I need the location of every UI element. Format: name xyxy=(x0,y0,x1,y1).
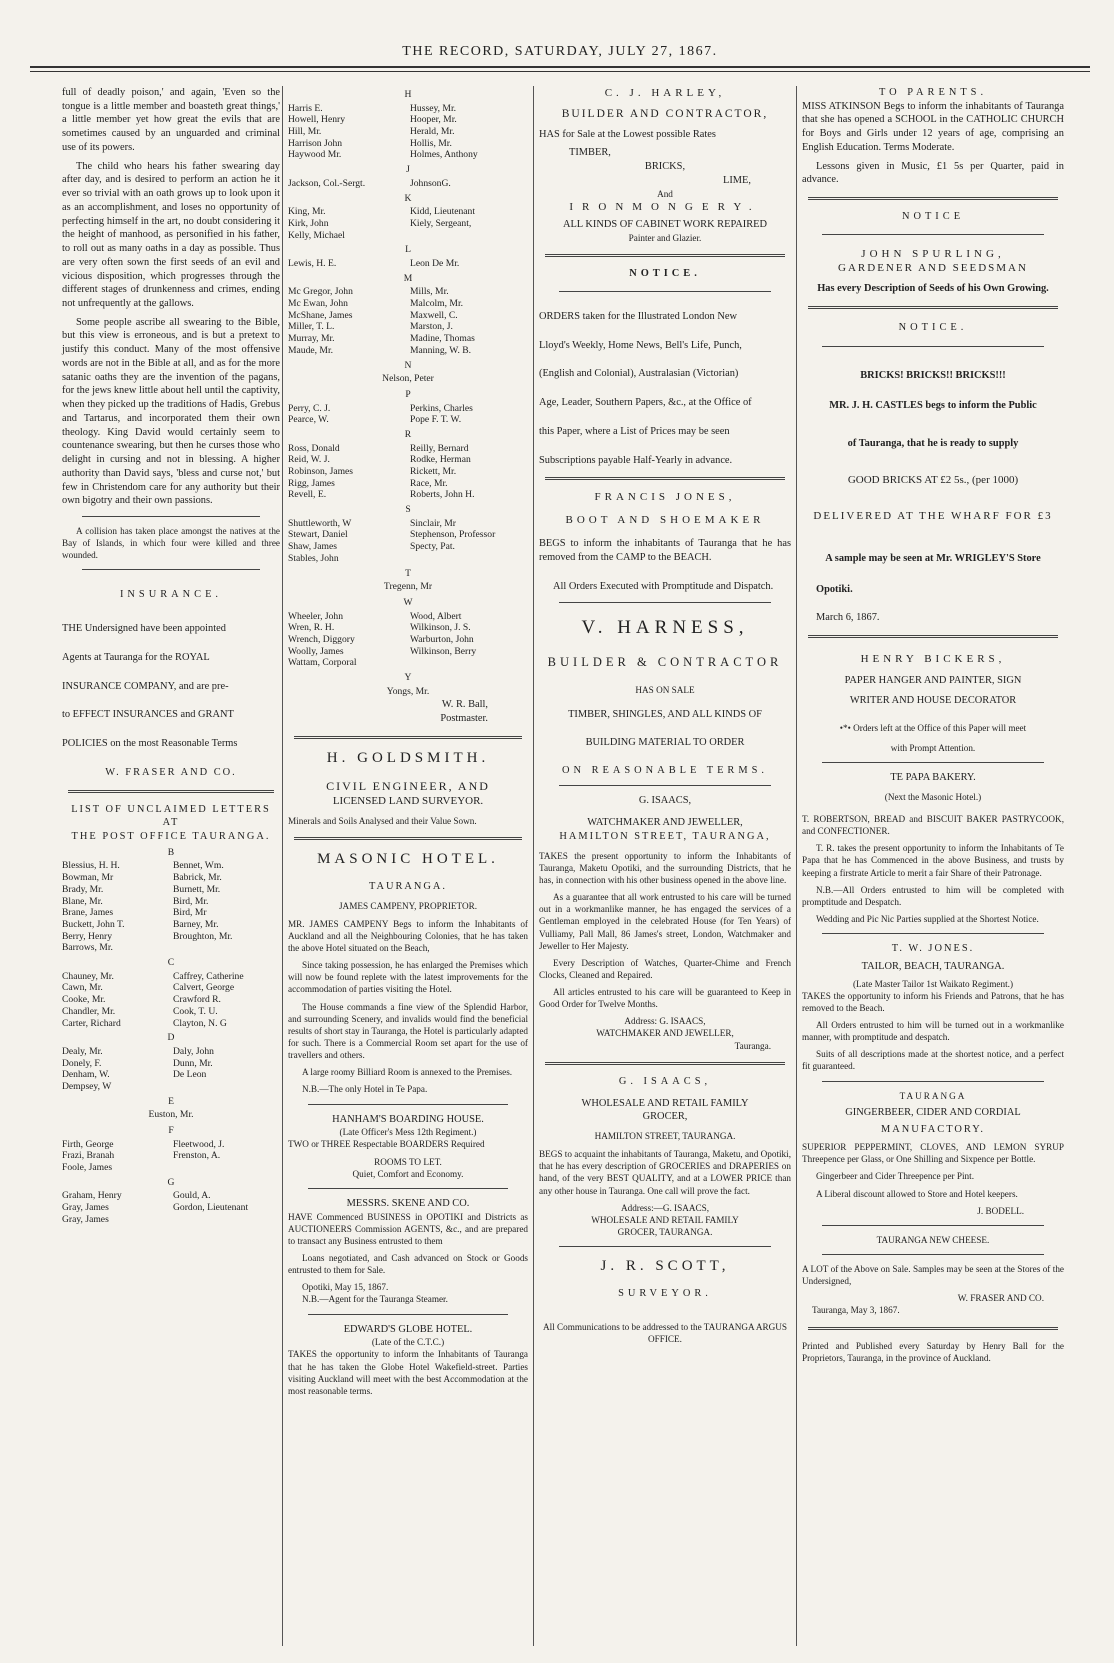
divider xyxy=(68,790,274,793)
divider xyxy=(822,1254,1044,1255)
masthead-rule xyxy=(30,66,1090,68)
article-paragraph: full of deadly poison,' and again, 'Even so the tongue is a little member and boasteth great things,' a little member yet how great the evils that are sometimes caused by an unguarded and criminal use of its powers. xyxy=(62,87,280,153)
skene-heading: MESSRS. SKENE AND CO. xyxy=(346,1197,470,1209)
gingerbeer-paragraph: A Liberal discount allowed to Store and Hotel keepers. xyxy=(816,1188,1018,1199)
skene-paragraph: Loans negotiated, and Cash advanced on Stock or Goods entrusted to them for Sale. xyxy=(288,1253,528,1276)
letters-names: Shuttleworth, W Stewart, Daniel Shaw, James Stables, John xyxy=(288,517,352,564)
masonic-paragraph: MR. JAMES CAMPENY Begs to inform the Inhabitants of Auckland and all the Neighbouring Colonies, that he has taken the above Hotel situated on the Beach, xyxy=(288,918,528,954)
masonic-place: TAURANGA. xyxy=(368,880,448,892)
letters-names: Jackson, Col.-Sergt. xyxy=(288,177,366,189)
letters-list-g xyxy=(62,1190,280,1225)
column-4 xyxy=(802,86,1064,1369)
isaacs-subheading: WATCHMAKER AND JEWELLER, xyxy=(587,817,743,829)
divider xyxy=(559,602,771,603)
letters-list-w xyxy=(288,611,528,670)
skene-date: Opotiki, May 15, 1867. xyxy=(302,1282,389,1293)
gingerbeer-subheading: MANUFACTORY. xyxy=(881,1124,985,1136)
divider xyxy=(559,1246,771,1247)
jones-heading: FRANCIS JONES, xyxy=(594,491,736,504)
letters-names: Yongs, Mr. xyxy=(386,685,430,697)
letters-list-j xyxy=(288,178,528,190)
letters-names: Tregenn, Mr xyxy=(383,581,433,593)
masonic-paragraph: A large roomy Billiard Room is annexed to the Premises. xyxy=(302,1067,513,1078)
globe-heading: EDWARD'S GLOBE HOTEL. xyxy=(343,1323,473,1335)
letters-names: JohnsonG. xyxy=(410,177,451,189)
isaacs-grocer-paragraph: BEGS to acquaint the inhabitants of Tauranga, Maketu, and Opotiki, that he has every description of GROCERIES and DRAPERIES on hand, of the very BEST QUALITY, and at a LOWER PRICE than any other house in Tauranga. One call will prove the fact. xyxy=(539,1149,791,1196)
divider xyxy=(822,933,1044,934)
harley-item: BRICKS, xyxy=(644,161,686,173)
letters-names: Graham, Henry Gray, James Gray, James xyxy=(62,1190,122,1225)
masonic-note: N.B.—The only Hotel in Te Papa. xyxy=(302,1084,428,1095)
harness-text: HAS ON SALE xyxy=(635,685,695,696)
letters-names: Lewis, H. E. xyxy=(288,257,337,269)
divider xyxy=(822,1081,1044,1082)
harness-text: TIMBER, SHINGLES, AND ALL KINDS OF xyxy=(568,709,762,721)
divider xyxy=(822,346,1044,347)
notice-heading: NOTICE. xyxy=(629,268,701,280)
isaacs-grocer-address: WHOLESALE AND RETAIL FAMILY xyxy=(591,1214,739,1225)
bricks-text: of Tauranga, that he is ready to supply xyxy=(847,437,1019,449)
insurance-text: POLICIES on the most Reasonable Terms xyxy=(62,738,238,750)
jones-paragraph: All Orders Executed with Promptitude and Dispatch. xyxy=(553,580,774,592)
isaacs-paragraph: Every Description of Watches, Quarter-Chime and French Clocks, Cleaned and Repaired. xyxy=(539,957,791,980)
masthead: THE RECORD, SATURDAY, JULY 27, 1867. xyxy=(402,44,718,59)
divider xyxy=(559,291,771,292)
letters-names: Hussey, Mr. Hooper, Mr. Herald, Mr. Hollis, Mr. Holmes, Anthony xyxy=(410,102,478,161)
column-divider xyxy=(796,86,797,1646)
article-paragraph: The child who hears his father swearing day after day, and is desired to perform an action he it ever so trivial with an oath grows up to look upon it as an accomplishment, and loses no opportunity of perfecting himself in the art, no doubt considering it the height of manhood, as personified in his father, to roll out as many oaths in a day as possible. Thus are very often sown the first seeds of an evil and vicious disposition, which progresses through the different stages of drunkenness and crimes, ending not unfrequently at the gallows. xyxy=(62,160,280,310)
masthead-rule-thin xyxy=(30,71,1090,72)
letters-list-r xyxy=(288,443,528,502)
tailor-paragraph: TAKES the opportunity to inform his Friends and Patrons, that he has removed to the Beach. xyxy=(802,990,1064,1013)
letters-list-l xyxy=(288,258,528,270)
harness-heading: V. HARNESS, xyxy=(581,616,749,638)
masonic-proprietor: JAMES CAMPENY, PROPRIETOR. xyxy=(338,900,478,911)
isaacs-address: Address: G. ISAACS, xyxy=(624,1016,706,1027)
skene-note: N.B.—Agent for the Tauranga Steamer. xyxy=(302,1294,448,1305)
letters-names: Chauney, Mr. Cawn, Mr. Cooke, Mr. Chandler, Mr. Carter, Richard xyxy=(62,970,121,1029)
harness-subheading: BUILDER & CONTRACTOR xyxy=(547,654,783,669)
imprint: Printed and Published every Saturday by Henry Ball for the Proprietors, Tauranga, in the province of Auckland. xyxy=(802,1340,1064,1363)
tailor-paragraph: Suits of all descriptions made at the shortest notice, and a perfect fit guaranteed. xyxy=(802,1049,1064,1072)
bickers-text: •*• Orders left at the Office of this Paper will meet xyxy=(839,722,1027,733)
divider xyxy=(545,1062,785,1065)
masonic-paragraph: Since taking possession, he has enlarged the Premises which will now be found replete with the latest improvements for the accommodation of parties visiting the Hotel. xyxy=(288,960,528,995)
bricks-text: MR. J. H. CASTLES begs to inform the Public xyxy=(829,400,1037,412)
letters-names: Gould, A. Gordon, Lieutenant xyxy=(173,1190,249,1214)
divider xyxy=(559,785,771,786)
isaacs-grocer-heading: G. ISAACS, xyxy=(618,1075,712,1087)
tailor-subheading: TAILOR, BEACH, TAURANGA. xyxy=(861,960,1005,972)
hanham-text: ROOMS TO LET. xyxy=(374,1156,442,1167)
harley-item: ALL KINDS OF CABINET WORK REPAIRED xyxy=(562,219,768,231)
insurance-text: INSURANCE COMPANY, and are pre- xyxy=(62,680,229,692)
bickers-subheading: PAPER HANGER AND PAINTER, SIGN xyxy=(844,675,1022,687)
bricks-text: GOOD BRICKS AT £2 5s., (per 1000) xyxy=(847,473,1019,486)
letters-names: Caffrey, Catherine Calvert, George Crawford R. Cook, T. U. Clayton, N. G xyxy=(173,970,244,1029)
letters-names: Nelson, Peter xyxy=(382,373,434,385)
divider xyxy=(82,516,260,517)
isaacs-grocer-address: GROCER, TAURANGA. xyxy=(617,1226,713,1237)
hanham-heading: HANHAM'S BOARDING HOUSE. xyxy=(332,1113,484,1125)
divider xyxy=(545,254,785,257)
postmaster-title: Postmaster. xyxy=(440,713,488,725)
gingerbeer-subheading: GINGERBEER, CIDER AND CORDIAL xyxy=(845,1106,1021,1118)
harness-text: BUILDING MATERIAL TO ORDER xyxy=(585,736,745,748)
letters-heading: THE POST OFFICE TAURANGA. xyxy=(71,831,271,843)
scott-subheading: SURVEYOR. xyxy=(618,1287,712,1299)
isaacs-paragraph: As a guarantee that all work entrusted to his care will be turned out in a workmanlike manner, he has engaged the services of a Gentleman employed in the celebrated House (for Ten Years) of Vulliamy, Pall Mall, 86 James's street, London, Watchmaker and Jeweller to Her Majesty. xyxy=(539,892,791,951)
bricks-heading: BRICKS! BRICKS!! BRICKS!!! xyxy=(860,370,1006,382)
notice-text: (English and Colonial), Australasian (Victorian) xyxy=(539,368,739,380)
jones-subheading: BOOT AND SHOEMAKER xyxy=(565,513,765,526)
harley-item: LIME, xyxy=(723,174,751,186)
hanham-subheading: (Late Officer's Mess 12th Regiment.) xyxy=(339,1127,477,1138)
letters-names: Mc Gregor, John Mc Ewan, John McShane, James Miller, T. L. Murray, Mr. Maude, Mr. xyxy=(288,286,353,356)
letters-list-d xyxy=(62,1046,280,1093)
tailor-paragraph: All Orders entrusted to him will be turned out in a workmanlike manner, with promptitude and despatch. xyxy=(802,1019,1064,1043)
skene-paragraph: HAVE Commenced BUSINESS in OPOTIKI and Districts as AUCTIONEERS Commission AGENTS, &c., and are prepared to transact any Business entrusted to them xyxy=(288,1211,528,1246)
goldsmith-title: LICENSED LAND SURVEYOR. xyxy=(332,795,484,808)
column-divider xyxy=(282,86,283,1646)
letters-names: Fleetwood, J. Frenston, A. xyxy=(173,1138,225,1162)
isaacs-grocer-subheading: WHOLESALE AND RETAIL FAMILY xyxy=(581,1097,749,1109)
isaacs-grocer-address: Address:—G. ISAACS, xyxy=(620,1202,710,1213)
goldsmith-heading: H. GOLDSMITH. xyxy=(326,749,490,766)
isaacs-subheading: HAMILTON STREET, TAURANGA, xyxy=(559,830,771,842)
letters-names: Reilly, Bernard Rodke, Herman Rickett, Mr. Race, Mr. Roberts, John H. xyxy=(410,442,475,501)
divider xyxy=(808,306,1058,309)
letters-names: Perkins, Charles Pope F. T. W. xyxy=(410,402,473,426)
cheese-signature: W. FRASER AND CO. xyxy=(957,1293,1044,1304)
letters-names: Leon De Mr. xyxy=(410,257,460,269)
notice-text: Age, Leader, Southern Papers, &c., at the Office of xyxy=(539,397,752,409)
bickers-subheading: WRITER AND HOUSE DECORATOR xyxy=(849,695,1017,707)
bricks-date: March 6, 1867. xyxy=(816,612,880,624)
letters-names: Wheeler, John Wren, R. H. Wrench, Diggory Woolly, James Wattam, Corporal xyxy=(288,610,357,669)
notice-text: Subscriptions payable Half-Yearly in advance. xyxy=(539,454,733,466)
scott-text: All Communications to be addressed to the TAURANGA ARGUS OFFICE. xyxy=(542,1321,788,1344)
insurance-text: to EFFECT INSURANCES and GRANT xyxy=(62,709,234,721)
harley-item: TIMBER, xyxy=(569,147,611,159)
insurance-heading: INSURANCE. xyxy=(119,589,223,601)
letters-list-c xyxy=(62,971,280,1030)
bricks-text: Opotiki. xyxy=(816,584,853,596)
isaacs-grocer-subheading: HAMILTON STREET, TAURANGA. xyxy=(594,1130,736,1141)
letters-list-f xyxy=(62,1139,280,1174)
harley-item: And xyxy=(657,188,673,199)
divider xyxy=(294,736,522,739)
harley-text: HAS for Sale at the Lowest possible Rates xyxy=(539,128,716,140)
letters-names: Kidd, Lieutenant Kiely, Sergeant, xyxy=(410,206,476,229)
spurling-subheading: GARDENER AND SEEDSMAN xyxy=(838,262,1028,275)
parents-heading: TO PARENTS. xyxy=(878,87,988,98)
spurling-heading: JOHN SPURLING, xyxy=(861,247,1005,260)
letters-list-m xyxy=(288,286,528,356)
notice-text: ORDERS taken for the Illustrated London New xyxy=(539,310,737,322)
letters-names: Daly, John Dunn, Mr. De Leon xyxy=(173,1045,214,1081)
harness-text: ON REASONABLE TERMS. xyxy=(562,764,768,776)
gingerbeer-paragraph: SUPERIOR PEPPERMINT, CLOVES, AND LEMON SYRUP Threepence per Glass, or One Shilling and Sixpence per Bottle. xyxy=(802,1142,1064,1165)
divider xyxy=(822,234,1044,235)
masonic-paragraph: The House commands a fine view of the Splendid Harbor, and surrounding Scenery, and invalids would find the beneficial results of short stay in Tauranga, the Hotel is particularly adapted for such. There is a Commercial Room set apart for the use of travellers and others. xyxy=(288,1001,528,1061)
spurling-text: Has every Description of Seeds of his Own Growing. xyxy=(817,282,1049,294)
letters-names: Dealy, Mr. Donely, F. Denham, W. Dempsey, W xyxy=(62,1045,112,1093)
bakery-paragraph: T. ROBERTSON, BREAD and BISCUIT BAKER PASTRYCOOK, and CONFECTIONER. xyxy=(802,813,1064,837)
letters-names: Ross, Donald Reid, W. J. Robinson, James Rigg, James Revell, E. xyxy=(288,442,354,501)
notice-heading: NOTICE. xyxy=(898,321,968,333)
column-1: full of deadly poison,' and again, 'Even so the tongue is a little member and boasteth great things,' a little member yet how great the evils that are sometimes caused by an unguarded and criminal use of its powers. The child who hears his father swearing day after day, and is desired to perform an action he it ever so trivial with an oath grows up to look upon it as an accomplishment, and loses no opportunity of perfecting himself in the art, no doubt considering it the height of manhood, as personified in his father, to roll out as many oaths in a day as possible. Thus are very often sown the first seeds of an evil and vicious disposition, which progresses through the different stages of drunkenness and crimes, ending not unfrequently at the gallows. Some people ascribe all swearing to the Bible, but this view is erroneous, and is but a pretext to justify this conduct. Many of the most offensive words are not in the Bible at all, and as for the more satanic oaths they are the invention of the pagans, for the jews knew little about hell until the captivity, when they picked up the traditions of Hadis, Grebus and Tartarus, and incorporated them their own theology. King David would certainly seem to countenance swearing, but then he curses those who delight in cursing and not in blessing. A higher authority than David says, 'bless and curse not,' but few in Christendom care for any authority but their own bigotry and their own passions. A collision has taken place amongst the natives at the Bay of Islands, in which four were killed and three wounded. INSURANCE. THE Undersigned have been appointed Agents at Tauranga for the ROYAL INSURANCE COMPANY, and are pre- to EFFECT INSURANCES and GRANT POLICIES on the most Reasonable Terms W. FRASER AND CO. LIST OF UNCLAIMED LETTERS AT THE POST OFFICE TAURANGA. B Blessius, H. H. Bowman, Mr Brady, Mr. Blane, Mr. Brane, James Buckett, John T. Berry, Henry Barrows, Mr. Bennet, Wm. Babrick, Mr. Burnett, Mr. Bird, Mr. Bird, Mr Barney, Mr. Broughton, Mr. C Chauney, Mr. Cawn, Mr. Cooke, Mr. Chandler, Mr. Carter, Richard Caffrey, Catherine Calvert, George Crawford R. Cook, T. U. Clayton, N. G D Dealy, Mr. Donely, F. Denham, W. Dempsey, W Daly, John Dunn, Mr. De Leon E Euston, Mr. F Firth, George Frazi, Branah Foole, James Fleetwood, J. Frenston, A. G Graham, Henry Gray, James Gray, James Gould, A. Gordon, Lieutenant xyxy=(62,87,280,1225)
bickers-text: with Prompt Attention. xyxy=(890,742,976,753)
isaacs-address: Tauranga. xyxy=(734,1040,771,1051)
isaacs-paragraph: All articles entrusted to his care will be guaranteed to Keep in Good Order for Twelve Months. xyxy=(539,987,791,1010)
parents-paragraph: MISS ATKINSON Begs to inform the inhabitants of Tauranga that she has opened a SCHOOL in the CATHOLIC CHURCH for Boys and Girls under 12 years of age, comprising an English Education. Terms Moderate. xyxy=(802,100,1064,153)
news-item: A collision has taken place amongst the natives at the Bay of Islands, in which four were killed and three wounded. xyxy=(62,526,280,561)
divider xyxy=(294,837,522,840)
parents-paragraph: Lessons given in Music, £1 5s per Quarter, paid in advance. xyxy=(802,160,1064,186)
cheese-paragraph: A LOT of the Above on Sale. Samples may be seen at the Stores of the Undersigned, xyxy=(802,1263,1064,1287)
tailor-subheading: (Late Master Tailor 1st Waikato Regiment.) xyxy=(852,978,1014,989)
gingerbeer-paragraph: Gingerbeer and Cider Threepence per Pint. xyxy=(816,1171,974,1182)
letters-names: Perry, C. J. Pearce, W. xyxy=(288,402,331,426)
letters-list-k xyxy=(288,206,528,241)
bricks-text: A sample may be seen at Mr. WRIGLEY'S Store xyxy=(825,552,1041,564)
bakery-paragraph: N.B.—All Orders entrusted to him will be completed with promptitude and Despatch. xyxy=(802,884,1064,907)
letters-names: Wood, Albert Wilkinson, J. S. Warburton, John Wilkinson, Berry xyxy=(410,610,477,657)
hanham-text: TWO or THREE Respectable BOARDERS Required xyxy=(288,1139,485,1150)
isaacs-heading: G. ISAACS, xyxy=(638,795,692,807)
column-2: H Harris E. Howell, Henry Hill, Mr. Harrison John Haywood Mr. Hussey, Mr. Hooper, Mr. Herald, Mr. Hollis, Mr. Holmes, Anthony J Jackson, Col.-Sergt. JohnsonG. K King, Mr. Kirk, John Kelly, Michael Kidd, Lieutenant Kiely, Sergeant, L Lewis, H. E. Leon De Mr. M Mc Gregor, John Mc Ewan, John McShane, James Miller, T. L. Murray, Mr. Maude, Mr. Mills, Mr. Malcolm, Mr. Maxwell, C. Marston, J. Madine, Thomas Manning, W. B. N Nelson, Peter P Perry, C. J. Pearce, W. Perkins, Charles Pope F. T. W. R Ross, Donald Reid, W. J. Robinson, James Rigg, James Revell, E. Reilly, Bernard Rodke, Herman Rickett, Mr. Race, Mr. Roberts, John H. S Shuttleworth, W Stewart, Daniel Shaw, James Stables, John Sinclair, Mr Stephenson, Professor Specty, Pat. T Tregenn, Mr W Wheeler, John Wren, R. H. Wrench, Diggory Woolly, James Wattam, Corporal Wood, Albert Wilkinson, J. S. Warburton, John Wilkinson, Berry Y Yongs, Mr. W. R. Ball, Postmaster. H. GOLDSMITH. CIVIL ENGINEER, AND LICENSED LAND SURVEYOR. Minerals and Soils Analysed and their Value Sown. MASONIC HOTEL. TAURANGA. JAMES CAMPENY, PROPRIETOR. MR. JAMES CAMPENY Begs to inform the Inhabitants of Auckland and all the Neighbouring Colonies, that he has taken the above Hotel situated on the Beach, Since taking possession, he has enlarged the Premises which will now be found replete with the latest improvements for the accommodation of parties visiting the Hotel. The House commands a fine view of the Splendid Harbor, and surrounding Scenery, and invalids would find the beneficial results of short stay in Tauranga, the Hotel is particularly adapted for such. There is a Commercial Room set apart for the use of travellers and others. A large roomy Billiard Room is annexed to the Premises. N.B.—The only Hotel in Te Papa. HANHAM'S BOARDING HOUSE. (Late Officer's Mess 12th Regiment.) TWO or THREE Respectable BOARDERS Required ROOMS TO LET. Quiet, Comfort and Economy. MESSRS. SKENE AND CO. HAVE Commenced BUSINESS in OPOTIKI and Districts as AUCTIONEERS Commission AGENTS, &c., and are prepared to transact any Business entrusted to them Loans negotiated, and Cash advanced on Stock or Goods entrusted to them for Sale. Opotiki, May 15, 1867. N.B.—Agent for the Tauranga Steamer. EDWARD'S GLOBE HOTEL. (Late of the C.T.C.) TAKES the opportunity to inform the Inhabitants of Tauranga that he has taken the Globe Hotel Wakefield-street. Parties visiting Auckland will meet with the best Accommodation at the most reasonable terms. xyxy=(288,89,528,1396)
jones-paragraph: BEGS to inform the inhabitants of Tauranga that he has removed from the CAMP to the BEACH. xyxy=(539,538,791,564)
letters-list-b xyxy=(62,860,280,954)
postmaster-signature: W. R. Ball, xyxy=(441,699,488,711)
letters-heading: LIST OF UNCLAIMED LETTERS AT xyxy=(71,803,271,829)
letters-list-s xyxy=(288,518,528,565)
divider xyxy=(308,1188,508,1189)
divider xyxy=(808,635,1058,638)
harley-subheading: BUILDER AND CONTRACTOR, xyxy=(561,107,769,120)
article-paragraph: Some people ascribe all swearing to the Bible, but this view is erroneous, and is but a pretext to justify this conduct. Many of the most offensive words are not in the Bible at all, and as for the more satanic oaths they are the invention of the pagans, for the jews knew little about hell until the captivity, when they picked up the traditions of Hadis, Grebus and Tartarus, and incorporated them their own theology. King David would certainly seem to countenance swearing, but then he curses those who delight in cursing and not in blessing. A higher authority than David says, 'bless and curse not,' but few in Christendom care for any authority but their own bigotry and their own passions. xyxy=(62,316,280,507)
globe-paragraph: TAKES the opportunity to inform the Inhabitants of Tauranga that he has taken the Globe Hotel Wakefield-street. Parties visiting Auckland will meet with the best Accommodation at the most reasonable terms. xyxy=(288,1349,528,1396)
letters-names: Firth, George Frazi, Branah Foole, James xyxy=(62,1138,115,1174)
notice-text: Lloyd's Weekly, Home News, Bell's Life, Punch, xyxy=(539,339,742,351)
bakery-heading: TE PAPA BAKERY. xyxy=(890,772,976,784)
column-3 xyxy=(539,86,791,1350)
divider xyxy=(545,477,785,480)
letters-names: Blessius, H. H. Bowman, Mr Brady, Mr. Blane, Mr. Brane, James Buckett, John T. Berry, Henry Barrows, Mr. xyxy=(62,860,125,954)
letters-names: Bennet, Wm. Babrick, Mr. Burnett, Mr. Bird, Mr. Bird, Mr Barney, Mr. Broughton, Mr. xyxy=(173,860,233,942)
letters-list-h xyxy=(288,103,528,162)
divider xyxy=(808,197,1058,200)
globe-subheading: (Late of the C.T.C.) xyxy=(371,1337,445,1348)
divider xyxy=(308,1314,508,1315)
insurance-signature: W. FRASER AND CO. xyxy=(105,766,237,778)
goldsmith-body: Minerals and Soils Analysed and their Value Sown. xyxy=(288,815,477,826)
divider xyxy=(308,1104,508,1105)
divider xyxy=(822,1225,1044,1226)
notice-text: this Paper, where a List of Prices may be seen xyxy=(539,425,730,437)
isaacs-paragraph: TAKES the present opportunity to inform the Inhabitants of Tauranga, Maketu Opotiki, and the surrounding Districts, that he has, in connection with his other business opened in the above line. xyxy=(539,850,791,885)
harley-heading: C. J. HARLEY, xyxy=(604,87,726,99)
letters-names: Harris E. Howell, Henry Hill, Mr. Harrison John Haywood Mr. xyxy=(288,102,346,161)
letters-names: Mills, Mr. Malcolm, Mr. Maxwell, C. Marston, J. Madine, Thomas Manning, W. B. xyxy=(410,286,475,356)
bakery-paragraph: Wedding and Pic Nic Parties supplied at the Shortest Notice. xyxy=(816,913,1039,924)
insurance-text: THE Undersigned have been appointed xyxy=(62,623,226,635)
masonic-heading: MASONIC HOTEL. xyxy=(317,851,499,868)
hanham-text: Quiet, Comfort and Economy. xyxy=(352,1168,464,1179)
letters-names: King, Mr. Kirk, John Kelly, Michael xyxy=(288,206,345,241)
bakery-paragraph: T. R. takes the present opportunity to inform the Inhabitants of Te Papa that he has Commenced in the above Business, and trusts by keeping a firstrate Article to merit a fair Share of their Patronage. xyxy=(802,843,1064,878)
divider xyxy=(82,569,260,570)
divider xyxy=(822,762,1044,763)
scott-heading: J. R. SCOTT, xyxy=(600,1258,730,1275)
goldsmith-title: CIVIL ENGINEER, AND xyxy=(326,778,490,793)
insurance-text: Agents at Tauranga for the ROYAL xyxy=(62,651,210,663)
letters-names: Euston, Mr. xyxy=(148,1109,194,1121)
bakery-subheading: (Next the Masonic Hotel.) xyxy=(884,791,982,802)
cheese-heading: TAURANGA NEW CHEESE. xyxy=(876,1234,990,1245)
column-divider xyxy=(533,86,534,1646)
tailor-heading: T. W. JONES. xyxy=(891,943,975,955)
divider xyxy=(808,1327,1058,1330)
letters-list-p xyxy=(288,403,528,426)
gingerbeer-heading: TAURANGA xyxy=(899,1090,967,1101)
bickers-heading: HENRY BICKERS, xyxy=(860,652,1006,665)
isaacs-address: WATCHMAKER AND JEWELLER, xyxy=(596,1028,734,1039)
bricks-text: DELIVERED AT THE WHARF FOR £3 xyxy=(813,510,1053,523)
harley-item: IRONMONGERY. xyxy=(569,200,761,213)
notice-heading: NOTICE xyxy=(901,211,965,223)
cheese-date: Tauranga, May 3, 1867. xyxy=(812,1305,900,1316)
letters-names: Sinclair, Mr Stephenson, Professor Specty, Pat. xyxy=(410,517,496,553)
isaacs-grocer-subheading: GROCER, xyxy=(642,1111,688,1123)
gingerbeer-signature: J. BODELL. xyxy=(977,1205,1024,1216)
harley-item: Painter and Glazier. xyxy=(628,233,702,244)
